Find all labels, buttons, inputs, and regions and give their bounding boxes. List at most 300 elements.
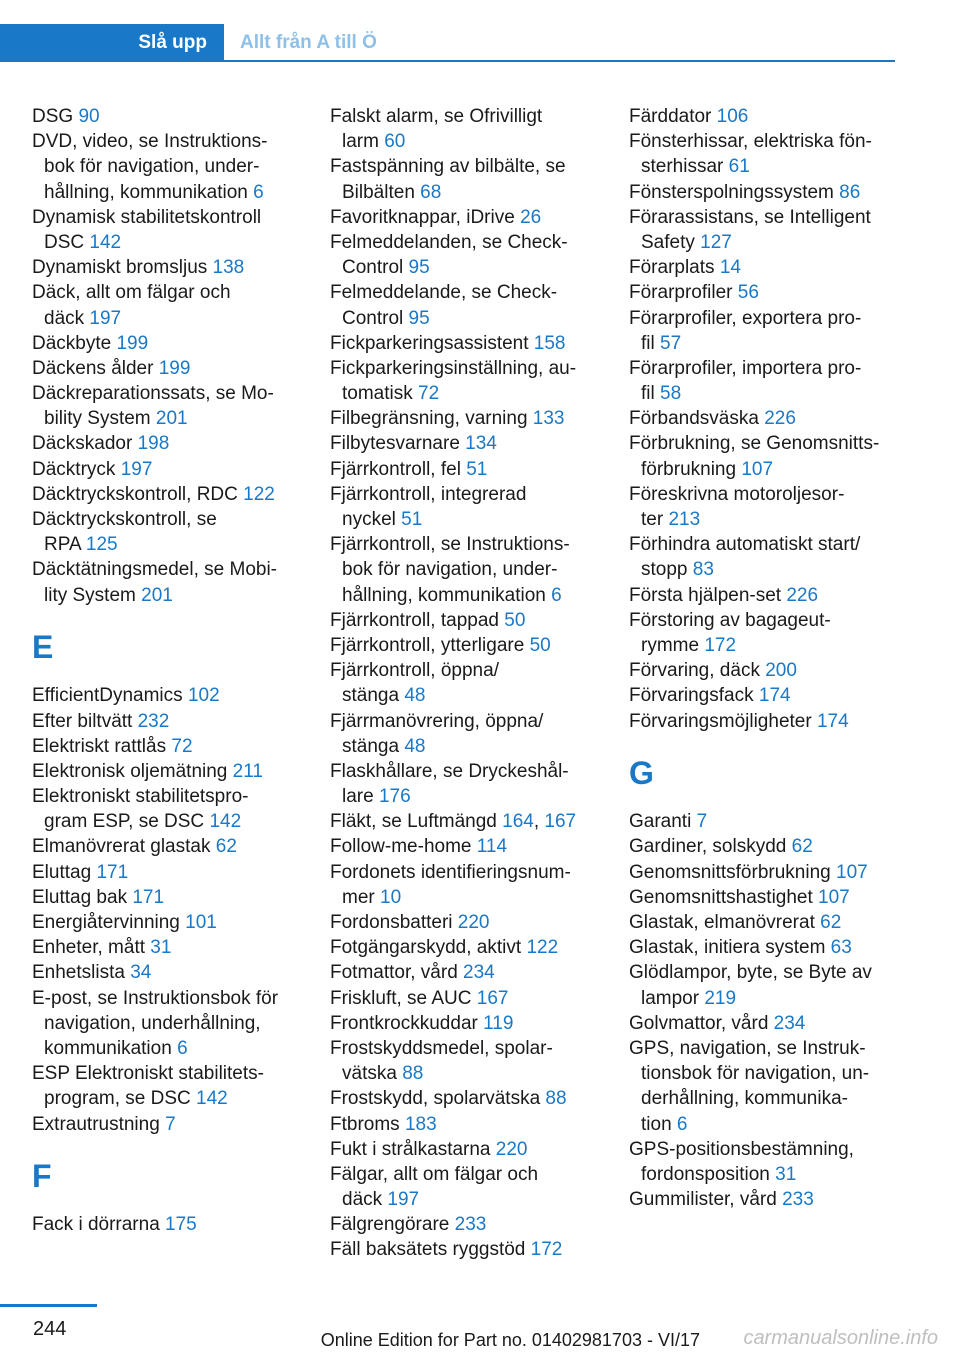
page-link[interactable]: 183 [404,1113,437,1135]
index-entry [32,356,307,381]
index-entry-line [32,910,307,935]
index-entry-line [629,129,909,154]
page-link[interactable]: 174 [816,710,849,732]
page-link[interactable]: 7 [165,1113,176,1135]
index-entry-line [629,658,909,683]
page-link[interactable]: 201 [155,408,188,430]
index-entry-line [330,683,605,708]
page-link[interactable]: 95 [408,257,430,279]
index-entry [629,280,909,305]
entry-text: GPS-positionsbestämning, [629,1138,854,1160]
entry-text: bok för navigation, under- [44,156,260,178]
page-link[interactable]: 6 [253,181,264,203]
index-entry [629,1137,909,1187]
entry-text: Genomsnittsförbrukning [629,861,836,883]
page-link[interactable]: 86 [839,181,861,203]
index-entry [32,986,307,1062]
entry-text: Fotgängarskydd, aktivt [330,937,527,959]
index-entry [32,129,307,205]
page-link[interactable]: 142 [209,811,242,833]
index-entry [330,532,605,608]
index-entry [629,960,909,1010]
index-entry-line [330,129,605,154]
page-link[interactable]: 122 [243,483,275,505]
entry-text: Förstoring av bagageut- [629,609,831,631]
index-entry-line [32,734,307,759]
page-link[interactable]: 14 [719,257,741,279]
entry-text: Däckbyte [32,332,117,354]
index-entry-line [629,960,909,985]
index-entry-line [32,860,307,885]
page-link[interactable]: 51 [466,458,488,480]
index-entry [330,960,605,985]
page-link[interactable]: 201 [141,584,173,606]
entry-text: Förvaringsmöjligheter [629,710,817,732]
index-entry-line [32,331,307,356]
entry-text: Förbandsväska [629,408,765,430]
page-link[interactable]: 6 [177,1037,188,1059]
page-link[interactable]: 34 [130,962,152,984]
index-column-3 [629,104,909,1212]
index-entry [330,1112,605,1137]
index-entry [32,205,307,255]
page-link[interactable]: 171 [132,886,165,908]
index-entry-line [629,834,909,859]
page-link[interactable]: 107 [818,886,850,908]
entry-text: Frostskydd, spolarvätska [330,1088,546,1110]
entry-text: Däcktätningsmedel, se Mobi- [32,559,277,581]
index-entry [330,230,605,280]
index-entry-line [330,154,605,179]
entry-text: Garanti [629,811,697,833]
page-link[interactable]: 6 [676,1113,688,1135]
entry-text: Enhetslista [32,962,131,984]
page-link[interactable]: 164 [502,811,534,833]
index-entry-line [32,381,307,406]
entry-text: Fjärrkontroll, ytterligare [330,634,530,656]
entry-text: vätska [342,1063,403,1085]
index-entry-line [629,154,909,179]
page-link[interactable]: 226 [764,408,796,430]
index-entry [32,1061,307,1111]
entry-text: Filbegränsning, varning [330,408,533,430]
index-entry [330,1036,605,1086]
index-entry-line [629,885,909,910]
index-entry [330,935,605,960]
entry-text: Fjärrkontroll, tappad [330,609,505,631]
page-link[interactable]: 142 [89,231,122,253]
page-link[interactable]: 62 [791,836,813,858]
page-link[interactable]: 51 [401,509,423,530]
page-link[interactable]: 198 [137,433,170,455]
page-link[interactable]: 50 [504,609,526,631]
index-entry-line [330,633,605,658]
page-link[interactable]: 26 [520,206,542,228]
index-entry [330,709,605,759]
index-entry-line [629,381,909,406]
index-entry-line [629,1086,909,1111]
index-entry-line [629,633,909,658]
page-link[interactable]: 90 [78,106,100,127]
index-letter-heading: E [32,628,54,665]
entry-text: Förarprofiler [629,282,738,304]
page-link[interactable]: 57 [660,332,682,354]
page-link[interactable]: 197 [89,307,122,329]
page-link[interactable]: 88 [402,1063,424,1085]
page-link[interactable]: 31 [775,1163,797,1185]
index-entry-line [32,809,307,834]
index-entry-line [32,709,307,734]
entry-text: Fjärrkontroll, fel [330,458,467,480]
index-entry-line [629,280,909,305]
entry-text: Fläkt, se Luftmängd [330,811,503,833]
page-link[interactable]: 226 [786,584,819,606]
index-entry-line [32,280,307,305]
index-entry [32,885,307,910]
entry-text: lare [342,786,379,808]
index-entry [32,557,307,607]
page-link[interactable]: 83 [692,559,714,581]
index-entry [330,356,605,406]
index-entry-line [330,230,605,255]
index-entry-line [629,331,909,356]
page-link[interactable]: 56 [737,282,759,304]
page-link[interactable]: 171 [96,861,129,883]
page-link[interactable]: 7 [696,811,708,833]
entry-text: Control [342,307,409,329]
entry-text: Golvmattor, vård [629,1012,774,1034]
entry-text: Förbrukning, se Genomsnitts- [629,433,880,455]
entry-text: Fordonets identifieringsnum- [330,861,571,883]
page-link[interactable]: 219 [704,987,737,1009]
index-entry [629,129,909,179]
index-entry-line [629,431,909,456]
tab-lookup-label: Slå upp [138,32,207,53]
index-entry [629,809,909,834]
index-entry [629,205,909,255]
index-entry-line [330,759,605,784]
page-link[interactable]: 48 [404,735,426,757]
entry-text: stänga [342,685,405,707]
index-entry-line [330,431,605,456]
header-tabs [0,24,895,62]
page-link[interactable]: 138 [212,257,245,279]
page-link[interactable]: 72 [171,735,193,757]
page-number: 244 [33,1318,67,1340]
page-link[interactable]: 60 [384,131,406,153]
page-link[interactable]: 31 [150,937,172,959]
page-link[interactable]: 220 [495,1138,528,1160]
index-entry-line [330,910,605,935]
page-link[interactable]: 213 [668,509,701,530]
index-entry [32,1112,307,1137]
index-entry-line [32,356,307,381]
page-link[interactable]: 133 [532,408,565,430]
index-entry [330,910,605,935]
index-entry [32,834,307,859]
index-entry [32,784,307,834]
page-link[interactable]: 107 [836,861,868,883]
index-entry [629,482,909,532]
index-entry [629,1187,909,1212]
index-entry-line [330,960,605,985]
page-link[interactable]: 167 [544,811,577,833]
index-entry-line [330,885,605,910]
index-entry-line [32,532,307,557]
index-entry-line [330,734,605,759]
page-link[interactable]: 63 [830,937,852,959]
page-link[interactable]: 72 [418,383,440,405]
page-link[interactable]: 197 [120,458,153,480]
page-link[interactable]: 158 [533,332,566,354]
index-entry-line [629,1162,909,1187]
index-entry-line [629,709,909,734]
index-entry-line [629,356,909,381]
index-entry [32,1212,307,1237]
index-entry-line [330,507,605,532]
page-link[interactable]: 220 [457,912,490,933]
entry-text: Fukt i strålkastarna [330,1138,496,1160]
entry-text: fil [641,383,660,405]
entry-text: Första hjälpen-set [629,584,787,606]
page-link[interactable]: 199 [116,332,149,354]
index-entry [629,1011,909,1036]
index-entry [32,457,307,482]
page-link[interactable]: 102 [187,685,220,707]
index-entry [330,1011,605,1036]
page-link[interactable]: 95 [408,307,430,329]
tab-a-to-z-label: Allt från A till Ö [240,32,377,53]
index-entry [330,457,605,482]
page-link[interactable]: 197 [387,1189,420,1211]
index-entry-line [32,180,307,205]
index-letter-heading: G [629,754,654,791]
index-entry-line [330,457,605,482]
entry-text: bility System [44,408,156,430]
entry-text: stopp [641,559,693,581]
page-link[interactable]: 68 [420,181,442,203]
entry-text: Fotmattor, vård [330,962,464,984]
page-link[interactable]: 10 [380,886,402,908]
index-entry-line [32,885,307,910]
index-entry [330,1237,605,1262]
page-link[interactable]: 88 [545,1088,567,1110]
index-entry-line [330,1036,605,1061]
entry-text: Genomsnittshastighet [629,886,819,908]
entry-text: Enheter, mått [32,937,151,959]
page-link[interactable]: 176 [378,786,411,808]
page-link[interactable]: 174 [758,685,791,707]
page-link[interactable]: 172 [530,1239,563,1261]
index-entry-line [330,784,605,809]
index-entry-line [330,331,605,356]
entry-text: Favoritknappar, iDrive [330,206,521,228]
page-link[interactable]: 101 [185,912,217,934]
entry-text: bok för navigation, under- [342,559,558,581]
index-entry-line [32,1112,307,1137]
index-entry-line [629,255,909,280]
page-link[interactable]: 106 [716,106,749,127]
index-entry-line [629,583,909,608]
index-entry-line [330,532,605,557]
index-entry-line [629,406,909,431]
index-entry-line [32,431,307,456]
edition-note: Online Edition for Part no. 01402981703 - VI/17 [320,1330,700,1350]
entry-text: fil [641,332,660,354]
page-link[interactable]: 48 [404,685,426,707]
index-entry-line [330,1212,605,1237]
index-entry-line [330,180,605,205]
page-link[interactable]: 211 [232,760,263,782]
entry-text: Fälgrengörare [330,1214,455,1236]
index-entry-line [32,557,307,582]
index-entry [629,658,909,683]
index-entry [629,104,909,129]
page-link[interactable]: 6 [551,584,562,606]
index-entry-line [330,356,605,381]
page-link[interactable]: 175 [165,1214,197,1236]
index-entry-line [629,683,909,708]
entry-text: Förarprofiler, importera pro- [629,357,862,379]
watermark: carmanualsonline.info [743,1327,938,1349]
index-entry-line [32,1212,307,1237]
page-link[interactable]: 172 [704,634,737,656]
index-entry-line [629,986,909,1011]
page-link[interactable]: 167 [476,987,509,1009]
index-entry-line [330,809,605,834]
entry-text: DSG [32,106,79,127]
entry-text: Dynamiskt bromsljus [32,257,213,279]
entry-text: Förvaringsfack [629,685,759,707]
entry-text: Fönsterhissar, elektriska fön- [629,131,872,153]
index-entry [330,406,605,431]
index-entry-line [629,935,909,960]
entry-text: hållning, kommunikation [342,584,552,606]
entry-text: Förarplats [629,257,720,279]
index-entry-line [629,557,909,582]
entry-text: ter [641,509,669,530]
entry-text: kommunikation [44,1037,178,1059]
entry-text: Frostskyddsmedel, spolar- [330,1037,553,1059]
index-entry-line [629,205,909,230]
index-entry [330,759,605,809]
index-entry-line [330,1086,605,1111]
entry-text: Eluttag [32,861,97,883]
page-link[interactable]: 58 [660,383,682,405]
entry-text: Efter biltvätt [32,710,138,732]
page-link[interactable]: 119 [483,1012,514,1034]
entry-text: Fjärrmanövrering, öppna/ [330,710,544,732]
index-entry-line [330,406,605,431]
index-entry [330,1162,605,1212]
entry-text: EfficientDynamics [32,685,188,707]
page-link[interactable]: 62 [215,836,237,858]
entry-text: Felmeddelande, se Check- [330,282,558,304]
index-entry [330,809,605,834]
index-entry-line [32,104,307,129]
index-entry [330,1086,605,1111]
index-entry [629,356,909,406]
page-link[interactable]: 200 [765,660,797,682]
index-entry-line [629,608,909,633]
entry-text: Energiåtervinning [32,912,186,934]
index-entry-line [330,935,605,960]
entry-text: lity System [44,584,142,606]
entry-text: gram ESP, se DSC [44,811,210,833]
entry-text: Bilbälten [342,181,421,203]
page-link[interactable]: 107 [741,458,774,480]
page-link[interactable]: 199 [158,357,191,379]
index-column-2 [330,104,605,1263]
page-link[interactable]: 233 [454,1214,487,1236]
page-link[interactable]: 234 [463,962,495,984]
index-entry-line [32,960,307,985]
entry-text: Däckreparationssats, se Mo- [32,383,274,405]
entry-text: Förhindra automatiskt start/ [629,534,861,556]
index-entry [330,633,605,658]
page-link[interactable]: 125 [85,534,118,556]
index-entry-line [32,834,307,859]
index-entry-line [629,860,909,885]
page-link[interactable]: 61 [728,156,750,178]
entry-text: Fastspänning av bilbälte, se [330,156,566,178]
index-entry-line [629,1011,909,1036]
index-entry-line [330,482,605,507]
index-entry [330,1212,605,1237]
entry-text: Glastak, elmanövrerat [629,912,821,934]
entry-text: Eluttag bak [32,886,133,908]
entry-text: lampor [641,987,705,1009]
page-link[interactable]: 50 [529,634,551,656]
page-link[interactable]: 233 [782,1189,814,1211]
page-link[interactable]: 114 [476,836,508,858]
entry-text: Friskluft, se AUC [330,987,477,1009]
index-entry-line [32,255,307,280]
index-entry [32,280,307,330]
page-link[interactable]: 134 [465,433,497,455]
index-entry-line [330,1011,605,1036]
index-entry-line [32,683,307,708]
index-entry-line [629,809,909,834]
index-letter-heading: F [32,1157,52,1194]
entry-text: däck [44,307,90,329]
index-entry-line [330,1187,605,1212]
index-entry-line [32,406,307,431]
index-entry [32,734,307,759]
page-link[interactable]: 127 [700,231,732,253]
tab-lookup[interactable] [0,24,224,62]
index-entry [32,910,307,935]
index-entry-line [629,1036,909,1061]
page-link[interactable]: 234 [773,1012,806,1034]
page-link[interactable]: 122 [526,937,559,959]
entry-text: RPA [44,534,86,556]
index-entry [629,255,909,280]
page-link[interactable]: 62 [820,912,842,934]
entry-text: Felmeddelanden, se Check- [330,231,568,253]
page-link[interactable]: 142 [196,1088,228,1110]
entry-text: Förarassistans, se Intelligent [629,206,871,228]
entry-text: DSC [44,231,90,253]
index-entry [629,180,909,205]
index-entry [330,860,605,910]
index-entry [629,1036,909,1137]
tab-a-to-z[interactable] [240,24,377,62]
index-entry [32,482,307,507]
index-entry [629,683,909,708]
entry-text: Fjärrkontroll, se Instruktions- [330,534,570,556]
page-link[interactable]: 232 [137,710,170,732]
